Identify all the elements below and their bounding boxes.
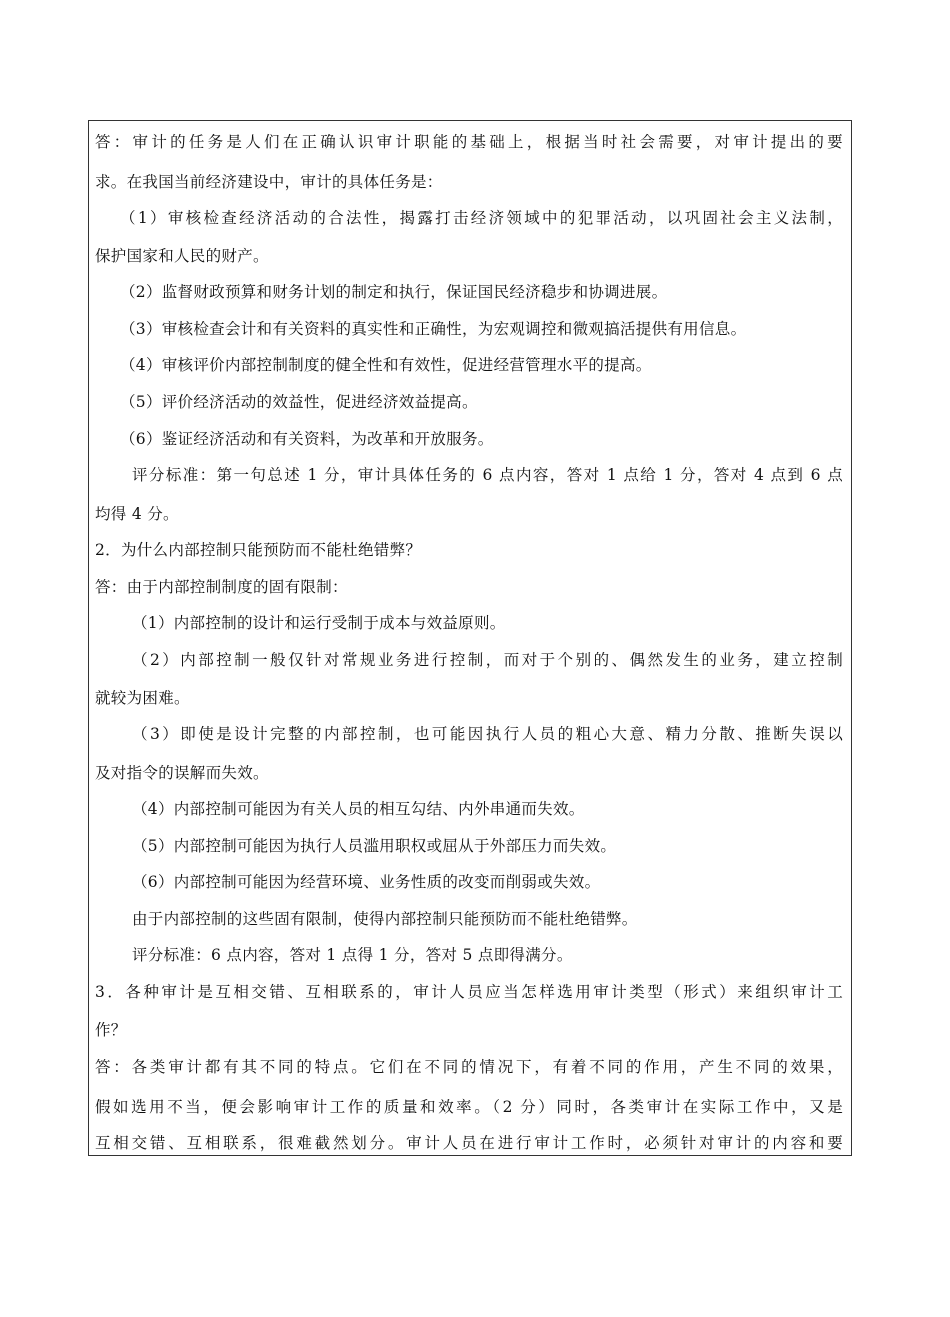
text-line: （3）即使是设计完整的内部控制，也可能因执行人员的粗心大意、精力分散、推断失误以 xyxy=(132,725,843,743)
question-heading: 3．各种审计是互相交错、互相联系的，审计人员应当怎样选用审计类型（形式）来组织审计工 xyxy=(95,983,843,1001)
text-line: （2）监督财政预算和财务计划的制定和执行，保证国民经济稳步和协调进展。 xyxy=(120,283,668,301)
text-line: （4）审核评价内部控制制度的健全性和有效性，促进经营管理水平的提高。 xyxy=(120,356,652,374)
text-line: 答：各类审计都有其不同的特点。它们在不同的情况下，有着不同的作用，产生不同的效果， xyxy=(95,1058,843,1076)
text-line: 互相交错、互相联系，很难截然划分。审计人员在进行审计工作时，必须针对审计的内容和要 xyxy=(95,1134,843,1152)
text-line: 评分标准：第一句总述 1 分，审计具体任务的 6 点内容，答对 1 点给 1 分，答对 4 点到 6 点 xyxy=(132,466,843,484)
question-heading: 2．为什么内部控制只能预防而不能杜绝错弊？ xyxy=(95,541,422,559)
text-line: 答：由于内部控制制度的固有限制： xyxy=(95,578,348,596)
text-line: 就较为困难。 xyxy=(95,689,190,707)
text-line: （1）审核检查经济活动的合法性，揭露打击经济领域中的犯罪活动，以巩固社会主义法制， xyxy=(120,209,843,227)
text-line: （3）审核检查会计和有关资料的真实性和正确性，为宏观调控和微观搞活提供有用信息。 xyxy=(120,320,747,338)
text-line: （6）内部控制可能因为经营环境、业务性质的改变而削弱或失效。 xyxy=(132,873,601,891)
text-line: 作？ xyxy=(95,1021,127,1039)
text-line: 保护国家和人民的财产。 xyxy=(95,247,269,265)
text-line: （1）内部控制的设计和运行受制于成本与效益原则。 xyxy=(132,614,506,632)
text-line: 均得 4 分。 xyxy=(95,505,179,523)
text-line: （4）内部控制可能因为有关人员的相互勾结、内外串通而失效。 xyxy=(132,800,585,818)
text-line: （6）鉴证经济活动和有关资料，为改革和开放服务。 xyxy=(120,430,494,448)
text-line: 答：审计的任务是人们在正确认识审计职能的基础上，根据当时社会需要，对审计提出的要 xyxy=(95,133,843,151)
text-line: （5）评价经济活动的效益性，促进经济效益提高。 xyxy=(120,393,478,411)
text-line: （5）内部控制可能因为执行人员滥用职权或屈从于外部压力而失效。 xyxy=(132,837,617,855)
text-line: 及对指令的误解而失效。 xyxy=(95,764,269,782)
text-line: （2）内部控制一般仅针对常规业务进行控制，而对于个别的、偶然发生的业务，建立控制 xyxy=(132,651,843,669)
text-line: 假如选用不当，便会影响审计工作的质量和效率。（2 分）同时，各类审计在实际工作中，又是 xyxy=(95,1098,843,1116)
text-line: 评分标准：6 点内容，答对 1 点得 1 分，答对 5 点即得满分。 xyxy=(132,946,573,964)
text-line: 由于内部控制的这些固有限制，使得内部控制只能预防而不能杜绝错弊。 xyxy=(132,910,638,928)
text-line: 求。在我国当前经济建设中，审计的具体任务是： xyxy=(95,173,443,191)
